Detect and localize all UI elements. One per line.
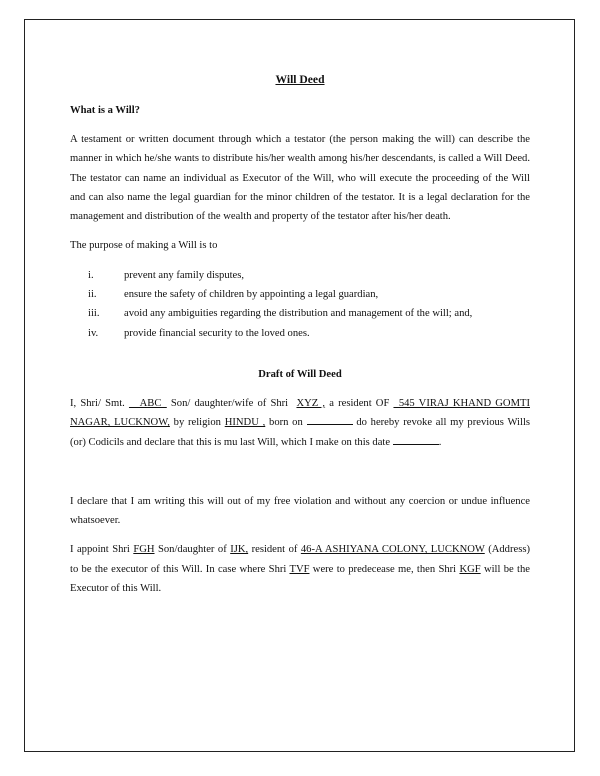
list-item-text: prevent any family disputes, (124, 269, 245, 281)
draft-text: born on (269, 417, 303, 429)
date-blank (393, 434, 439, 445)
draft-text: I, Shri/ Smt. (70, 397, 125, 409)
spacer (70, 462, 530, 492)
purpose-intro: The purpose of making a Will is to (70, 240, 218, 252)
executor-text: resident of (251, 544, 298, 556)
religion: HINDU , (224, 417, 266, 429)
testator-name: __ABC_ (129, 397, 167, 409)
purpose-list (70, 266, 530, 343)
draft-text: a resident OF (329, 397, 390, 409)
executor-text: (Address) to be the executor of this Will. In case where Shri (70, 544, 530, 575)
alternate-person-1: TVF (289, 563, 310, 575)
list-item-number: ii. (88, 289, 97, 301)
list-item-text: ensure the safety of children by appointing a legal guardian, (124, 289, 379, 301)
list-item (70, 304, 530, 323)
list-item (70, 285, 530, 304)
executor-name: FGH (133, 544, 155, 556)
executor-text: I appoint Shri (70, 544, 130, 556)
executor-text: were to predecease me, then Shri (312, 563, 457, 575)
intro-paragraph: A testament or written document through which a testator (the person making the will) can describe the manner in which he/she wants to distribute his/her wealth among his/her descendants, is called a Will Deed. The testator can name an individual as Executor of the Will, who will execute the proceeding of the Will and can also name the legal guardian for the minor children of the testator. It is a legal declaration for the management and distribution of the wealth and property of the testator after his/her death. (70, 134, 530, 223)
draft-text: by religion (173, 417, 221, 429)
executor-paragraph (70, 540, 530, 598)
draft-text: do hereby revoke all my previous Wills (or) Codicils and declare that this is mu last Will, which I make on this date (70, 417, 531, 448)
birth-date-blank (307, 414, 353, 425)
executor-text: Son/daughter of (157, 544, 227, 556)
what-is-will-heading: What is a Will? (70, 105, 140, 116)
draft-text: Son/ daughter/wife of Shri (170, 397, 289, 409)
list-item (70, 324, 530, 343)
declaration-paragraph: I declare that I am writing this will out of my free violation and without any coercion or undue influence whatsoever. (70, 495, 530, 527)
draft-heading: Draft of Will Deed (258, 368, 342, 380)
document-body (70, 70, 530, 608)
list-item-number: i. (88, 269, 94, 281)
document-title: Will Deed (275, 73, 325, 86)
executor-parent: IJK, (230, 544, 249, 556)
list-item-text: provide financial security to the loved ones. (124, 327, 310, 339)
draft-paragraph (70, 394, 530, 452)
executor-text: will be the Executor of this Will. (70, 563, 530, 595)
executor-address: 46-A ASHIYANA COLONY, LUCKNOW (300, 544, 485, 556)
list-item-text: avoid any ambiguities regarding the distribution and management of the will; and, (124, 308, 473, 320)
alternate-executor: KGF (459, 563, 481, 575)
testator-address: _545 VIRAJ KHAND GOMTI NAGAR, LUCKNOW, (70, 397, 530, 429)
draft-text: . (438, 436, 442, 448)
list-item-number: iii. (88, 308, 100, 320)
list-item-number: iv. (88, 327, 99, 339)
parent-name: XYZ , (296, 397, 326, 409)
list-item (70, 266, 530, 285)
